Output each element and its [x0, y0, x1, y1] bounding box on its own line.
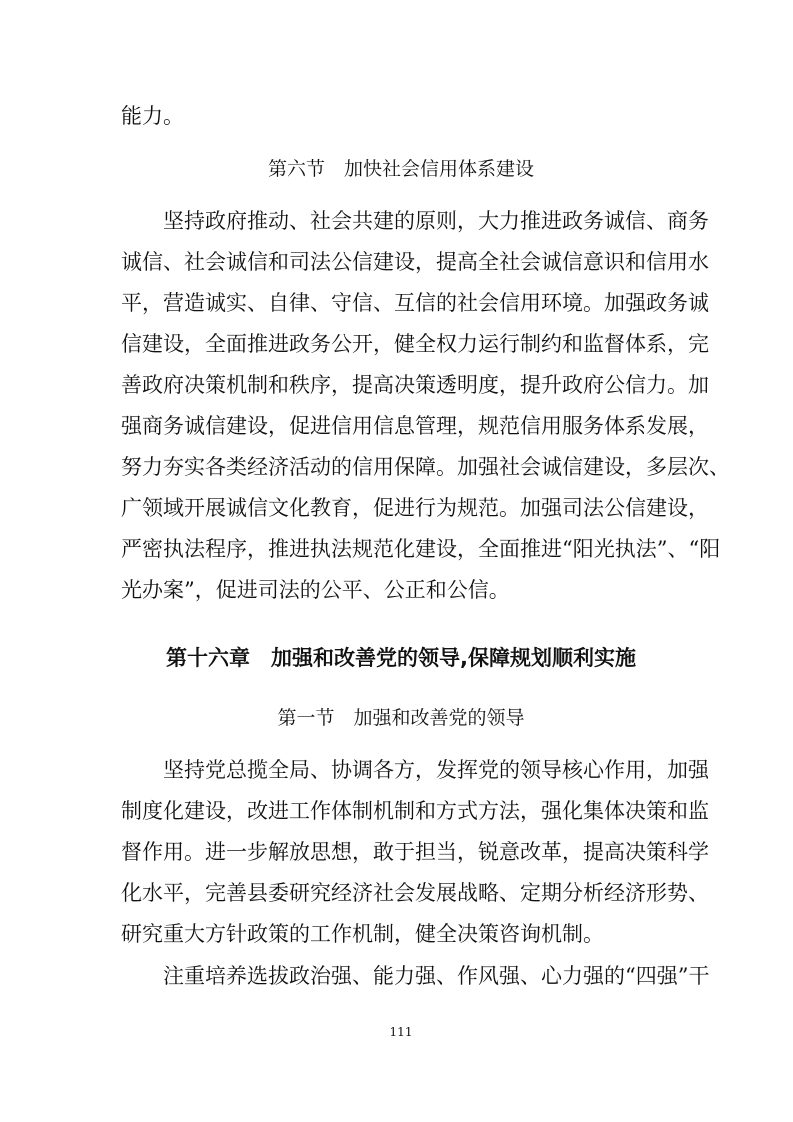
- paragraph-line: 化水平，完善县委研究经济社会发展战略、定期分析经济形势、: [121, 881, 709, 905]
- paragraph-line: 善政府决策机制和秩序，提高决策透明度，提升政府公信力。加: [121, 373, 709, 397]
- paragraph-line: 研究重大方针政策的工作机制，健全决策咨询机制。: [121, 922, 604, 946]
- paragraph-line: 督作用。进一步解放思想，敢于担当，锐意改革，提高决策科学: [121, 840, 709, 864]
- paragraph-line: 广领域开展诚信文化教育，促进行为规范。加强司法公信建设，: [121, 496, 709, 520]
- paragraph-line: 强商务诚信建设，促进信用信息管理，规范信用服务体系发展，: [121, 414, 709, 438]
- paragraph-line: 坚持党总揽全局、协调各方，发挥党的领导核心作用，加强: [163, 758, 709, 782]
- paragraph-line: 努力夯实各类经济活动的信用保障。加强社会诚信建设，多层次、: [121, 455, 730, 479]
- paragraph-line: 信建设，全面推进政务公开，健全权力运行制约和监督体系，完: [121, 332, 709, 356]
- section-heading-1: 第一节 加强和改善党的领导: [277, 707, 525, 729]
- page-number: 111: [389, 1025, 413, 1039]
- continuation-text: 能力。: [121, 104, 184, 128]
- paragraph-line: 诚信、社会诚信和司法公信建设，提高全社会诚信意识和信用水: [121, 250, 709, 274]
- paragraph-line: 光办案”，促进司法的公平、公正和公信。: [121, 578, 510, 602]
- paragraph-line: 注重培养选拔政治强、能力强、作风强、心力强的“四强”干: [163, 964, 710, 988]
- paragraph-line: 严密执法程序，推进执法规范化建设，全面推进“阳光执法”、“阳: [121, 537, 721, 561]
- paragraph-line: 坚持政府推动、社会共建的原则，大力推进政务诚信、商务: [163, 209, 709, 233]
- paragraph-line: 平，营造诚实、自律、守信、互信的社会信用环境。加强政务诚: [121, 291, 709, 315]
- section-heading-6: 第六节 加快社会信用体系建设: [267, 158, 534, 180]
- chapter-heading-16: 第十六章 加强和改善党的领导,保障规划顺利实施: [166, 646, 636, 670]
- paragraph-line: 制度化建设，改进工作体制机制和方式方法，强化集体决策和监: [121, 799, 709, 823]
